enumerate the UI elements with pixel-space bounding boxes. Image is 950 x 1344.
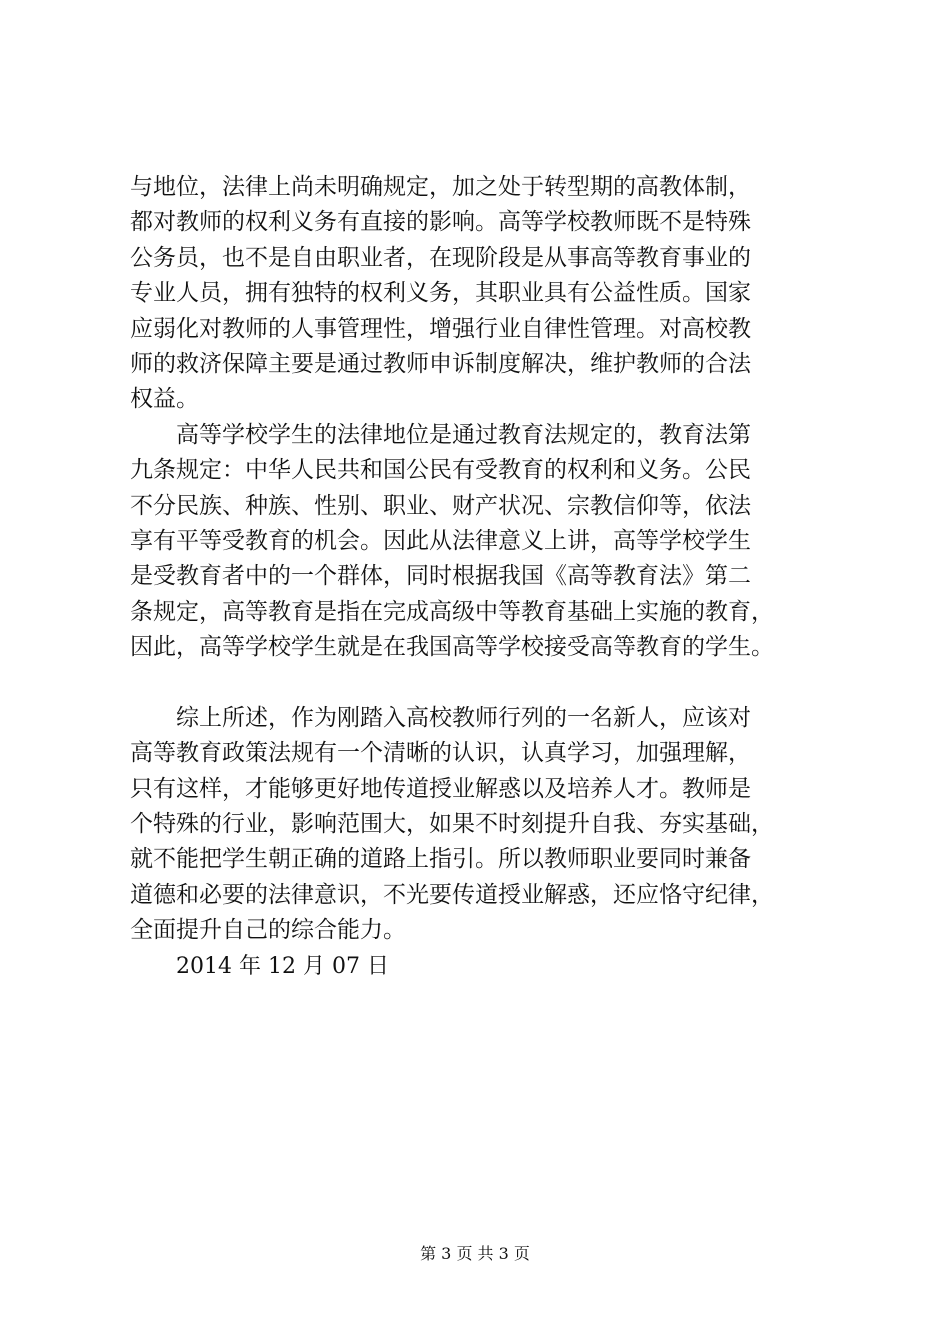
paragraph-spacer [130, 665, 830, 700]
paragraph-3-line: 全面提升自己的综合能力。 [130, 917, 406, 944]
paragraph-1-line: 与地位，法律上尚未明确规定，加之处于转型期的高教体制， [130, 174, 751, 200]
paragraph-2-line: 是受教育者中的一个群体，同时根据我国《高等教育法》第二 [130, 563, 751, 590]
document-body [130, 170, 830, 984]
paragraph-3-line: 只有这样，才能够更好地传道授业解惑以及培养人才。教师是 [130, 775, 751, 802]
paragraph-3-line: 高等教育政策法规有一个清晰的认识，认真学习，加强理解， [130, 740, 751, 767]
paragraph-3-line: 个特殊的行业，影响范围大，如果不时刻提升自我、夯实基础， [130, 811, 774, 838]
paragraph-1-line: 公务员，也不是自由职业者，在现阶段是从事高等教育事业的 [130, 244, 751, 271]
paragraph-3-line: 道德和必要的法律意识，不光要传道授业解惑，还应恪守纪律， [130, 881, 774, 908]
paragraph-1-line: 都对教师的权利义务有直接的影响。高等学校教师既不是特殊 [130, 209, 751, 236]
paragraph-3-line: 就不能把学生朝正确的道路上指引。所以教师职业要同时兼备 [130, 846, 751, 873]
paragraph-1-line: 专业人员，拥有独特的权利义务，其职业具有公益性质。国家 [130, 280, 751, 307]
paragraph-1-line: 师的救济保障主要是通过教师申诉制度解决，维护教师的合法 [130, 350, 751, 377]
page-number-footer: 第 3 页 共 3 页 [420, 1244, 530, 1263]
paragraph-2-line: 高等学校学生的法律地位是通过教育法规定的，教育法第 [176, 421, 751, 448]
paragraph-3-line: 综上所述，作为刚踏入高校教师行列的一名新人，应该对 [176, 704, 751, 731]
paragraph-2-line: 九条规定：中华人民共和国公民有受教育的权利和义务。公民 [130, 457, 751, 484]
paragraph-2-line: 因此，高等学校学生就是在我国高等学校接受高等教育的学生。 [130, 634, 774, 661]
paragraph-1-line: 权益。 [130, 386, 199, 413]
paragraph-2-line: 享有平等受教育的机会。因此从法律意义上讲，高等学校学生 [130, 527, 751, 554]
paragraph-2-line: 不分民族、种族、性别、职业、财产状况、宗教信仰等，依法 [130, 492, 751, 519]
paragraph-2-line: 条规定，高等教育是指在完成高级中等教育基础上实施的教育， [130, 598, 774, 625]
paragraph-1-line: 应弱化对教师的人事管理性，增强行业自律性管理。对高校教 [130, 315, 751, 342]
document-date: 2014 年 12 月 07 日 [176, 953, 389, 979]
